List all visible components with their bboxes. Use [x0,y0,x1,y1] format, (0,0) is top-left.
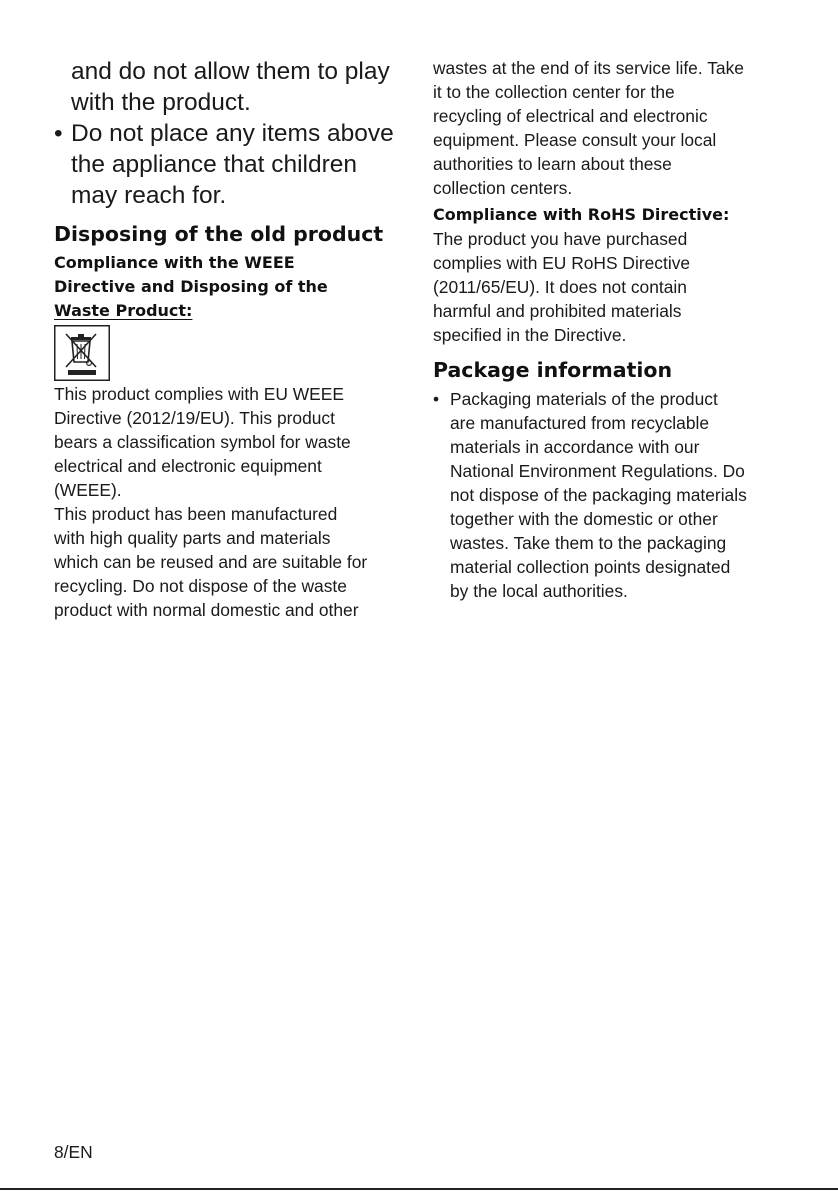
page-number: 8/EN [54,1142,93,1162]
section-heading-disposing: Disposing of the old product [54,222,384,246]
bullet-dot: • [54,120,63,147]
weee-cont-line-4: equipment. Please consult your local [433,130,717,150]
package-line-6: together with the domestic or other [450,509,718,529]
intro-line-2: with the product. [71,89,251,116]
weee-p2-line-3: which can be reused and are suitable for [54,552,368,572]
weee-heading-line-2: Directive and Disposing of the [54,277,328,296]
rohs-line-5: specified in the Directive. [433,325,627,345]
weee-paragraph-2 [54,502,409,622]
weee-heading [54,251,409,323]
rohs-heading [433,203,788,227]
package-line-8: material collection points designated [450,557,731,577]
rohs-line-3: (2011/65/EU). It does not contain [433,277,687,297]
weee-p1-line-3: bears a classification symbol for waste [54,432,351,452]
package-line-1: Packaging materials of the product [450,389,718,409]
weee-p1-line-2: Directive (2012/19/EU). This product [54,408,335,428]
weee-p2-line-5: product with normal domestic and other [54,600,359,620]
bullet-dot: • [433,389,440,409]
package-line-7: wastes. Take them to the packaging [450,533,727,553]
rohs-heading-text: Compliance with RoHS Directive: [433,205,730,224]
left-column [54,56,409,622]
weee-p2-line-1: This product has been manufactured [54,504,338,524]
weee-cont-line-3: recycling of electrical and electronic [433,106,708,126]
weee-p2-line-2: with high quality parts and materials [54,528,331,548]
weee-paragraph-continued [433,56,788,200]
section-heading-package: Package information [433,358,673,382]
weee-cont-line-1: wastes at the end of its service life. Take [433,58,744,78]
weee-p1-line-1: This product complies with EU WEEE [54,384,344,404]
package-line-5: not dispose of the packaging materials [450,485,747,505]
intro-line-1: and do not allow them to play [71,58,390,85]
weee-paragraph-1 [54,382,409,502]
bullet-line-3: may reach for. [71,182,227,209]
weee-cont-line-2: it to the collection center for the [433,82,675,102]
rohs-line-2: complies with EU RoHS Directive [433,253,691,273]
package-line-3: materials in accordance with our [450,437,700,457]
package-line-9: by the local authorities. [450,581,628,601]
weee-heading-line-3: Waste Product: [54,301,193,320]
bullet-item-packaging [433,387,788,603]
bullet-line-2: the appliance that children [71,151,358,178]
weee-cont-line-6: collection centers. [433,178,573,198]
weee-heading-line-1: Compliance with the WEEE [54,253,295,272]
bottom-divider [0,1188,838,1190]
right-column [433,56,788,603]
crossed-out-wheelie-bin-icon [54,325,110,381]
bullet-item-no-items-above [54,118,409,211]
rohs-paragraph [433,227,788,347]
weee-cont-line-5: authorities to learn about these [433,154,672,174]
bullet-line-1: Do not place any items above [71,120,394,147]
package-line-4: National Environment Regulations. Do [450,461,745,481]
weee-p1-line-4: electrical and electronic equipment [54,456,322,476]
rohs-line-4: harmful and prohibited materials [433,301,682,321]
package-line-2: are manufactured from recyclable [450,413,710,433]
weee-p1-line-5: (WEEE). [54,480,122,500]
rohs-line-1: The product you have purchased [433,229,688,249]
weee-p2-line-4: recycling. Do not dispose of the waste [54,576,347,596]
